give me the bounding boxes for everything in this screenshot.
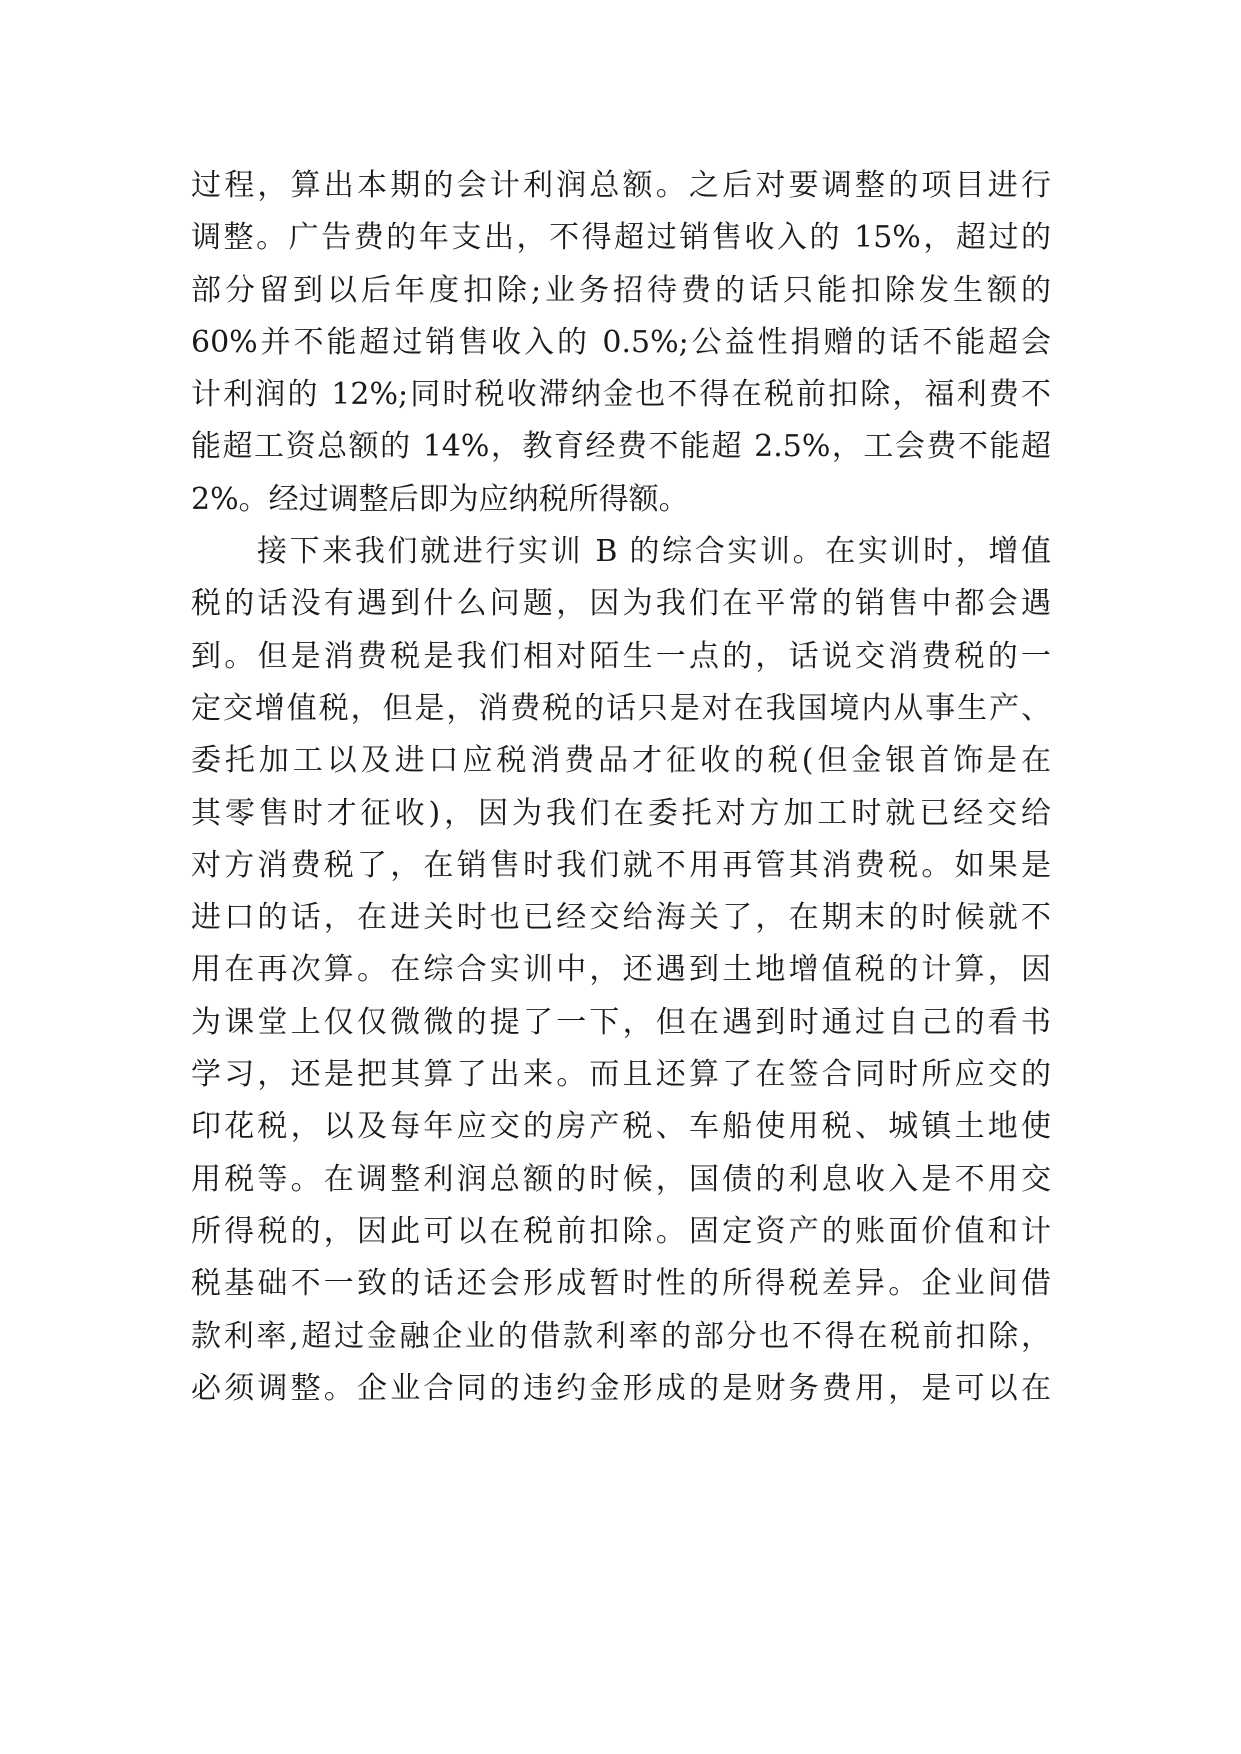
text-line: 税基础不一致的话还会形成暂时性的所得税差异。企业间借 (191, 1266, 1051, 1302)
text-line: 60%并不能超过销售收入的 0.5%;公益性捐赠的话不能超会 (191, 324, 1051, 360)
paragraph-2 (191, 526, 1051, 1415)
text-line: 2%。经过调整后即为应纳税所得额。 (191, 481, 689, 517)
paragraph-1 (191, 160, 1051, 526)
text-line: 进口的话，在进关时也已经交给海关了，在期末的时候就不 (191, 900, 1051, 936)
text-line: 部分留到以后年度扣除;业务招待费的话只能扣除发生额的 (191, 272, 1051, 308)
text-line: 印花税，以及每年应交的房产税、车船使用税、城镇土地使 (191, 1109, 1051, 1145)
text-line: 税的话没有遇到什么问题，因为我们在平常的销售中都会遇 (191, 586, 1051, 622)
text-line: 为课堂上仅仅微微的提了一下，但在遇到时通过自己的看书 (191, 1004, 1051, 1040)
text-line: 定交增值税，但是，消费税的话只是对在我国境内从事生产、 (191, 690, 1051, 726)
text-line: 必须调整。企业合同的违约金形成的是财务费用，是可以在 (191, 1370, 1051, 1406)
text-line: 接下来我们就进行实训 B 的综合实训。在实训时，增值 (257, 534, 1051, 570)
text-line: 到。但是消费税是我们相对陌生一点的，话说交消费税的一 (191, 638, 1051, 674)
text-line: 能超工资总额的 14%，教育经费不能超 2.5%，工会费不能超 (191, 429, 1051, 465)
text-line: 用在再次算。在综合实训中，还遇到土地增值税的计算，因 (191, 952, 1051, 988)
text-line: 计利润的 12%;同时税收滞纳金也不得在税前扣除，福利费不 (191, 377, 1051, 413)
text-line: 过程，算出本期的会计利润总额。之后对要调整的项目进行 (191, 168, 1051, 203)
text-line: 学习，还是把其算了出来。而且还算了在签合同时所应交的 (191, 1057, 1051, 1093)
body-text (191, 160, 1051, 1415)
text-line: 委托加工以及进口应税消费品才征收的税(但金银首饰是在 (191, 743, 1051, 779)
text-line: 其零售时才征收)，因为我们在委托对方加工时就已经交给 (191, 795, 1051, 831)
text-line: 对方消费税了，在销售时我们就不用再管其消费税。如果是 (191, 847, 1051, 883)
text-line: 用税等。在调整利润总额的时候，国债的利息收入是不用交 (191, 1161, 1051, 1197)
text-line: 款利率,超过金融企业的借款利率的部分也不得在税前扣除， (191, 1318, 1051, 1354)
text-line: 所得税的，因此可以在税前扣除。固定资产的账面价值和计 (191, 1213, 1051, 1249)
text-line: 调整。广告费的年支出，不得超过销售收入的 15%，超过的 (191, 220, 1051, 256)
